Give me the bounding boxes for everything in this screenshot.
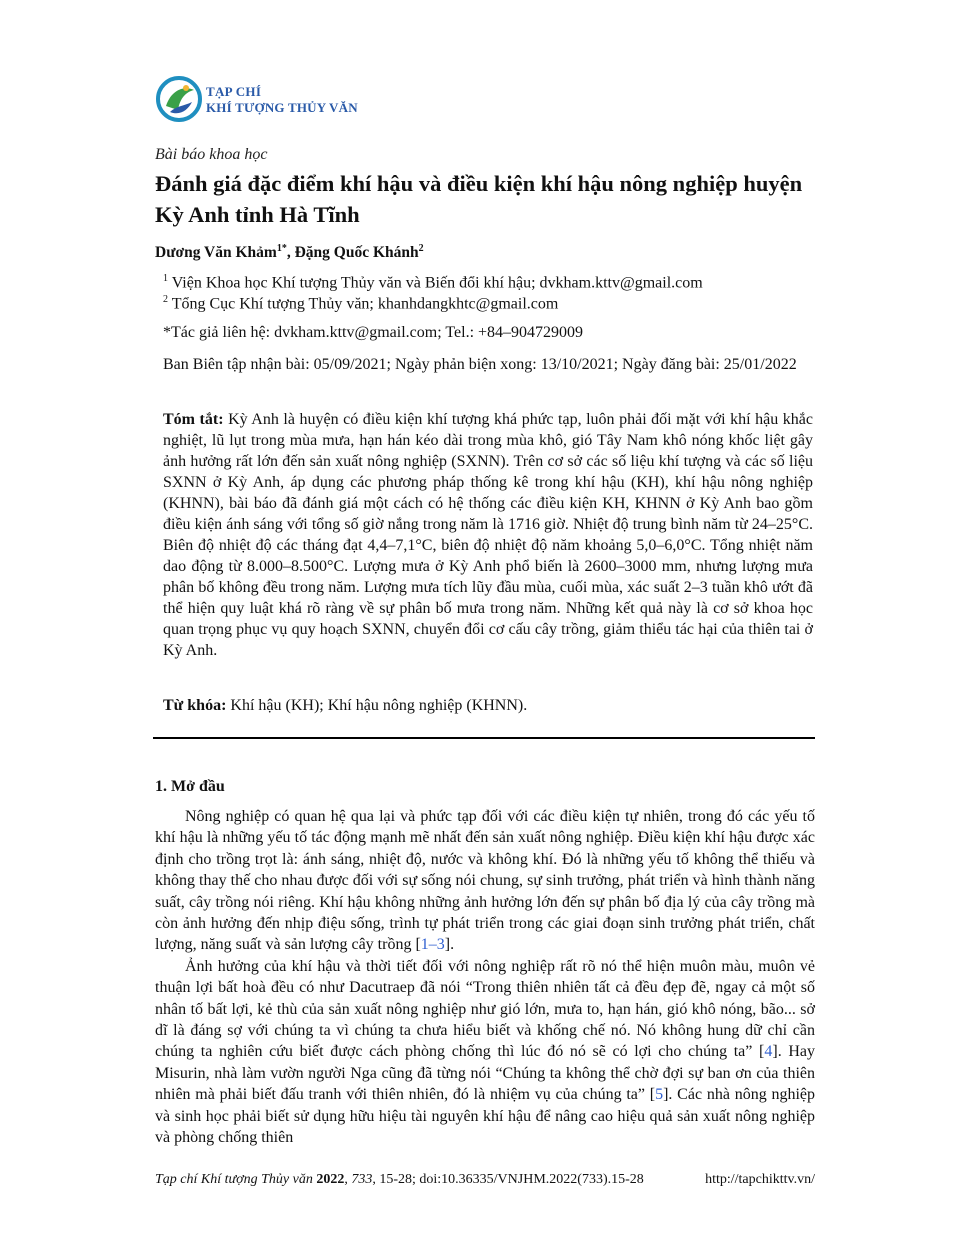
author-2-sup: 2 bbox=[418, 243, 424, 254]
affiliation-2 bbox=[163, 294, 558, 313]
affiliation-1 bbox=[163, 273, 703, 292]
abstract-text: Kỳ Anh là huyện có điều kiện khí tượng khá phức tạp, luôn phải đối mặt với khí hậu khắc nghiệt, lũ lụt trong mùa mưa, hạn hán kéo dài trong mùa khô, gió Tây Nam khô nóng khốc liệt gây ảnh hưởng rất lớn đến sản xuất nông nghiệp (SXNN). Trên cơ sở các số liệu khí tượng và các số liệu SXNN ở Kỳ Anh, áp dụng các phương pháp thống kê trong khí hậu (KH), khí hậu nông nghiệp (KHNN), bài báo đã đánh giá một cách có hệ thống các điều kiện KH, KHNN ở Kỳ Anh bao gồm điều kiện ánh sáng với tổng số giờ nắng trong năm là 1716 giờ. Nhiệt độ trung bình năm từ 24–25°C. Biên độ nhiệt độ các tháng đạt 4,4–7,1°C, biên độ nhiệt độ năm khoảng 5,0–6,0°C. Tổng nhiệt năm dao động từ 8.000–8.500°C. Lượng mưa ở Kỳ Anh phổ biến là 2600–3000 mm, nhưng lượng mưa phân bố không đều trong năm. Lượng mưa tích lũy đầu mùa, cuối mùa, xác suất 2–3 tuần khô ướt đã thể hiện quy luật khá rõ ràng về sự phân bố mưa trong năm. Những kết quả này là cơ sở khoa học quan trọng phục vụ quy hoạch SXNN, chuyển đổi cơ cấu cây trồng, giảm thiểu tác hại của thiên tai ở Kỳ Anh. bbox=[163, 411, 813, 659]
article-category: Bài báo khoa học bbox=[155, 146, 268, 163]
section-heading: 1. Mở đầu bbox=[155, 778, 225, 795]
paragraph-2-text-c: ]. Các nhà nông nghiệp và sinh học phải biết sử dụng hữu hiệu tài nguyên khí hậu để nâng cao hiệu quả sản xuất nông nghiệp và phòng chống thiên bbox=[155, 1086, 815, 1147]
paragraph-2-text-b: ]. Hay Misurin, nhà làm vườn người Nga cũng đã từng nói “Chúng ta không thể chờ đợi sự ban ơn của thiên nhiên mà phải biết đấu tranh với thiên nhiên, đó là nhiệm vụ của chúng ta” [ bbox=[155, 1043, 816, 1104]
affiliation-1-text: Viện Khoa học Khí tượng Thủy văn và Biến đổi khí hậu; dvkham.kttv@gmail.com bbox=[168, 274, 703, 292]
footer-url-link[interactable]: http://tapchikttv.vn/ bbox=[705, 1172, 815, 1187]
author-separator: , bbox=[286, 244, 295, 262]
author-1: Dương Văn Khảm bbox=[155, 244, 277, 262]
affiliation-2-text: Tổng Cục Khí tượng Thủy văn; khanhdangkhtc@gmail.com bbox=[168, 295, 559, 313]
paragraph-1-text: Nông nghiệp có quan hệ qua lại và phức tạp đối với các điều kiện tự nhiên, trong đó các yếu tố khí hậu là những yếu tố tác động mạnh mẽ nhất đến sản xuất nông nghiệp. Điều kiện khí hậu được xác định cho trồng trọt là: ánh sáng, nhiệt độ, nước và không khí. Đó là những yếu tố không thể thiếu và không thay thế cho nhau được đối với sự sống nói chung, sự sinh trưởng, phát triển và hình thành năng suất, cây trồng nói riêng. Khí hậu không những ảnh hưởng lớn đến sự phân bố địa lý của cây trồng mà còn ảnh hưởng đến nhịp điệu sống, trình tự phát triển trong các giai đoạn sinh trưởng phát triển, chất lượng, năng suất và sản lượng cây trồng bbox=[155, 808, 815, 954]
keywords bbox=[163, 697, 527, 715]
ref-bracket-close: ]. bbox=[444, 936, 455, 954]
keywords-label: Từ khóa: bbox=[163, 697, 227, 714]
footer-pages-doi: , 15-28; doi:10.36335/VNJHM.2022(733).15-28 bbox=[372, 1172, 644, 1187]
journal-logo bbox=[156, 76, 416, 126]
ref-bracket-open: [ bbox=[415, 936, 421, 954]
body-text bbox=[155, 806, 815, 1149]
logo-text-line2: KHÍ TƯỢNG THỦY VĂN bbox=[206, 100, 358, 115]
article-dates: Ban Biên tập nhận bài: 05/09/2021; Ngày phản biện xong: 13/10/2021; Ngày đăng bài: 25/01/2022 bbox=[163, 356, 797, 373]
citation-link[interactable]: 4 bbox=[764, 1043, 773, 1061]
author-list bbox=[155, 243, 424, 262]
author-2: Đặng Quốc Khánh bbox=[294, 244, 419, 262]
footer-year: 2022 bbox=[316, 1172, 345, 1187]
keywords-text: Khí hậu (KH); Khí hậu nông nghiệp (KHNN). bbox=[226, 697, 528, 714]
footer-citation: Tạp chí Khí tượng Thủy văn 2022, 733, 15-28; doi:10.36335/VNJHM.2022(733).15-28 bbox=[155, 1172, 644, 1187]
citation-link[interactable]: 1–3 bbox=[420, 936, 445, 954]
paragraph-2-text-a: Ảnh hưởng của khí hậu và thời tiết đối với nông nghiệp rất rõ nó thể hiện muôn màu, muôn vẻ thuận lợi bất hoà đều có như Dacutraep đã nói “Trong thiên nhiên tất cả đều đẹp đẽ, ngay cả một số nhân tố bất lợi, kẻ thù của sản xuất nông nghiệp như gió lớn, mưa to, hạn hán, gió khô nóng, bão... sở dĩ là đáng sợ với chúng ta vì chúng ta chưa hiểu biết và khống chế nó. Nó không hung dữ chỉ cần chúng ta nghiên cứu biết được cách phòng chống thì lúc đó nó sẽ có lợi cho chúng ta” [ bbox=[155, 957, 815, 1061]
abstract-label: Tóm tắt: bbox=[163, 411, 224, 428]
affiliation-2-number: 2 bbox=[163, 294, 168, 305]
citation-link[interactable]: 5 bbox=[655, 1086, 664, 1104]
corresponding-author: *Tác giả liên hệ: dvkham.kttv@gmail.com; Tel.: +84–904729009 bbox=[163, 324, 584, 341]
logo-text-line1: TẠP CHÍ bbox=[206, 84, 262, 99]
footer-volume: 733 bbox=[351, 1172, 373, 1187]
article-title: Đánh giá đặc điểm khí hậu và điều kiện khí hậu nông nghiệp huyện Kỳ Anh tỉnh Hà Tĩnh bbox=[155, 171, 803, 227]
abstract bbox=[163, 409, 813, 661]
footer-journal-name: Tạp chí Khí tượng Thủy văn bbox=[155, 1172, 313, 1187]
paragraph-1 bbox=[155, 806, 815, 956]
author-1-sup: 1* bbox=[276, 243, 287, 254]
paragraph-2 bbox=[155, 956, 815, 1149]
affiliation-1-number: 1 bbox=[163, 273, 168, 284]
section-divider bbox=[153, 737, 815, 739]
journal-logo-emblem-icon bbox=[156, 76, 202, 122]
